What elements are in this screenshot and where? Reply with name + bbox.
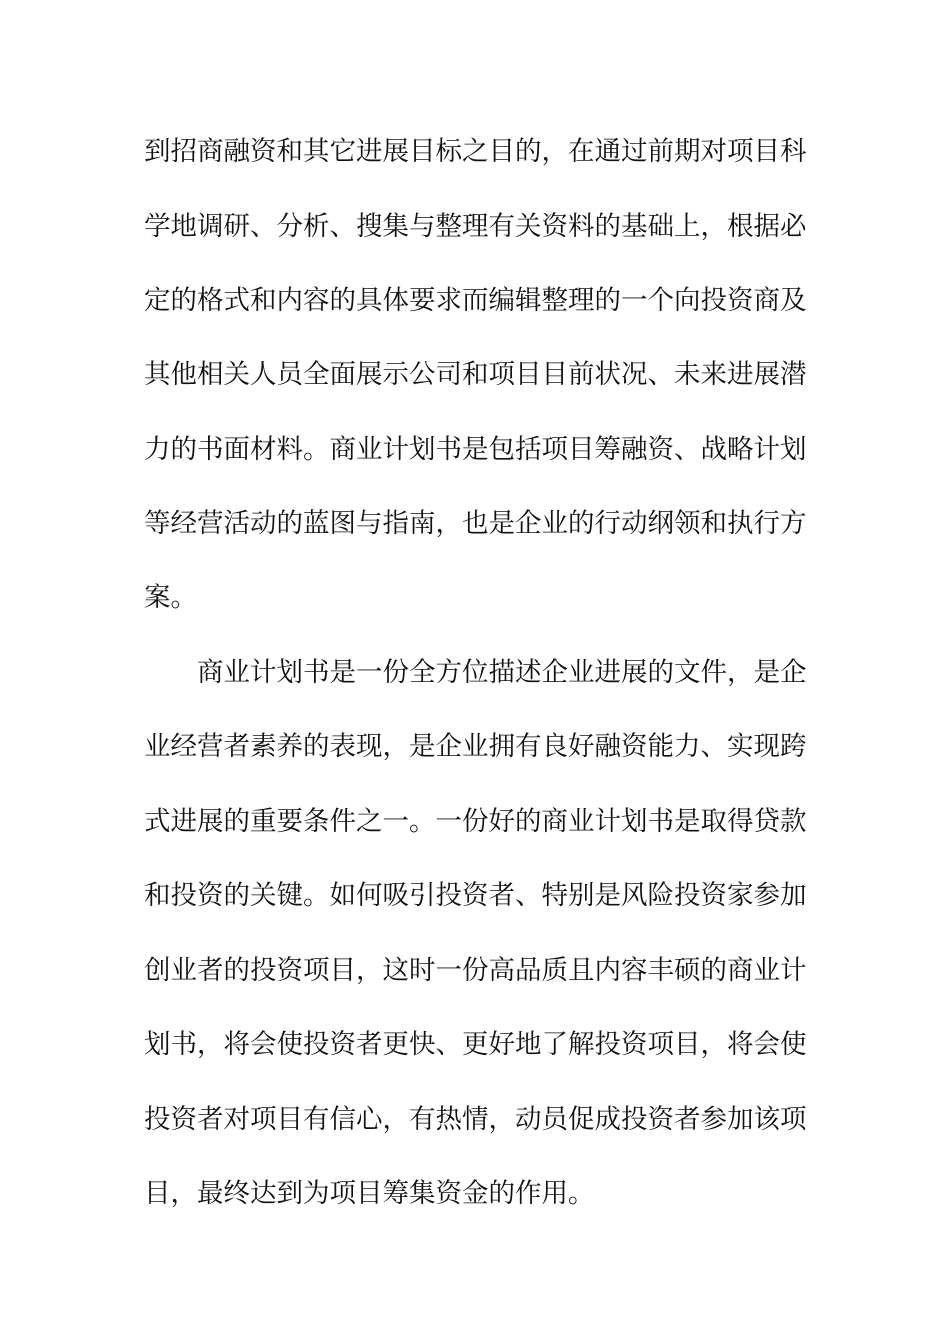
text-line: 投资者对项目有信心，有热情，动员促成投资者参加该项 [144, 1104, 807, 1135]
text-line: 学地调研、分析、搜集与整理有关资料的基础上，根据必 [144, 211, 807, 242]
text-line: 创业者的投资项目，这时一份高品质且内容丰硕的商业计 [144, 955, 807, 986]
text-line: 力的书面材料。商业计划书是包括项目筹融资、战略计划 [144, 434, 807, 465]
text-line: 业经营者素养的表现，是企业拥有良好融资能力、实现跨 [144, 731, 807, 762]
text-line: 定的格式和内容的具体要求而编辑整理的一个向投资商及 [144, 285, 807, 316]
text-line: 等经营活动的蓝图与指南，也是企业的行动纲领和执行方 [144, 508, 807, 539]
text-line: 划书，将会使投资者更快、更好地了解投资项目，将会使 [144, 1029, 807, 1060]
text-line: 到招商融资和其它进展目标之目的，在通过前期对项目科 [144, 136, 807, 167]
text-line: 目，最终达到为项目筹集资金的作用。 [144, 1178, 595, 1209]
text-line: 其他相关人员全面展示公司和项目目前状况、未来进展潜 [144, 359, 807, 390]
text-line: 和投资的关键。如何吸引投资者、特别是风险投资家参加 [144, 880, 807, 911]
text-line: 商业计划书是一份全方位描述企业进展的文件，是企 [197, 657, 807, 688]
text-line: 案。 [144, 582, 197, 613]
text-line: 式进展的重要条件之一。一份好的商业计划书是取得贷款 [144, 806, 807, 837]
